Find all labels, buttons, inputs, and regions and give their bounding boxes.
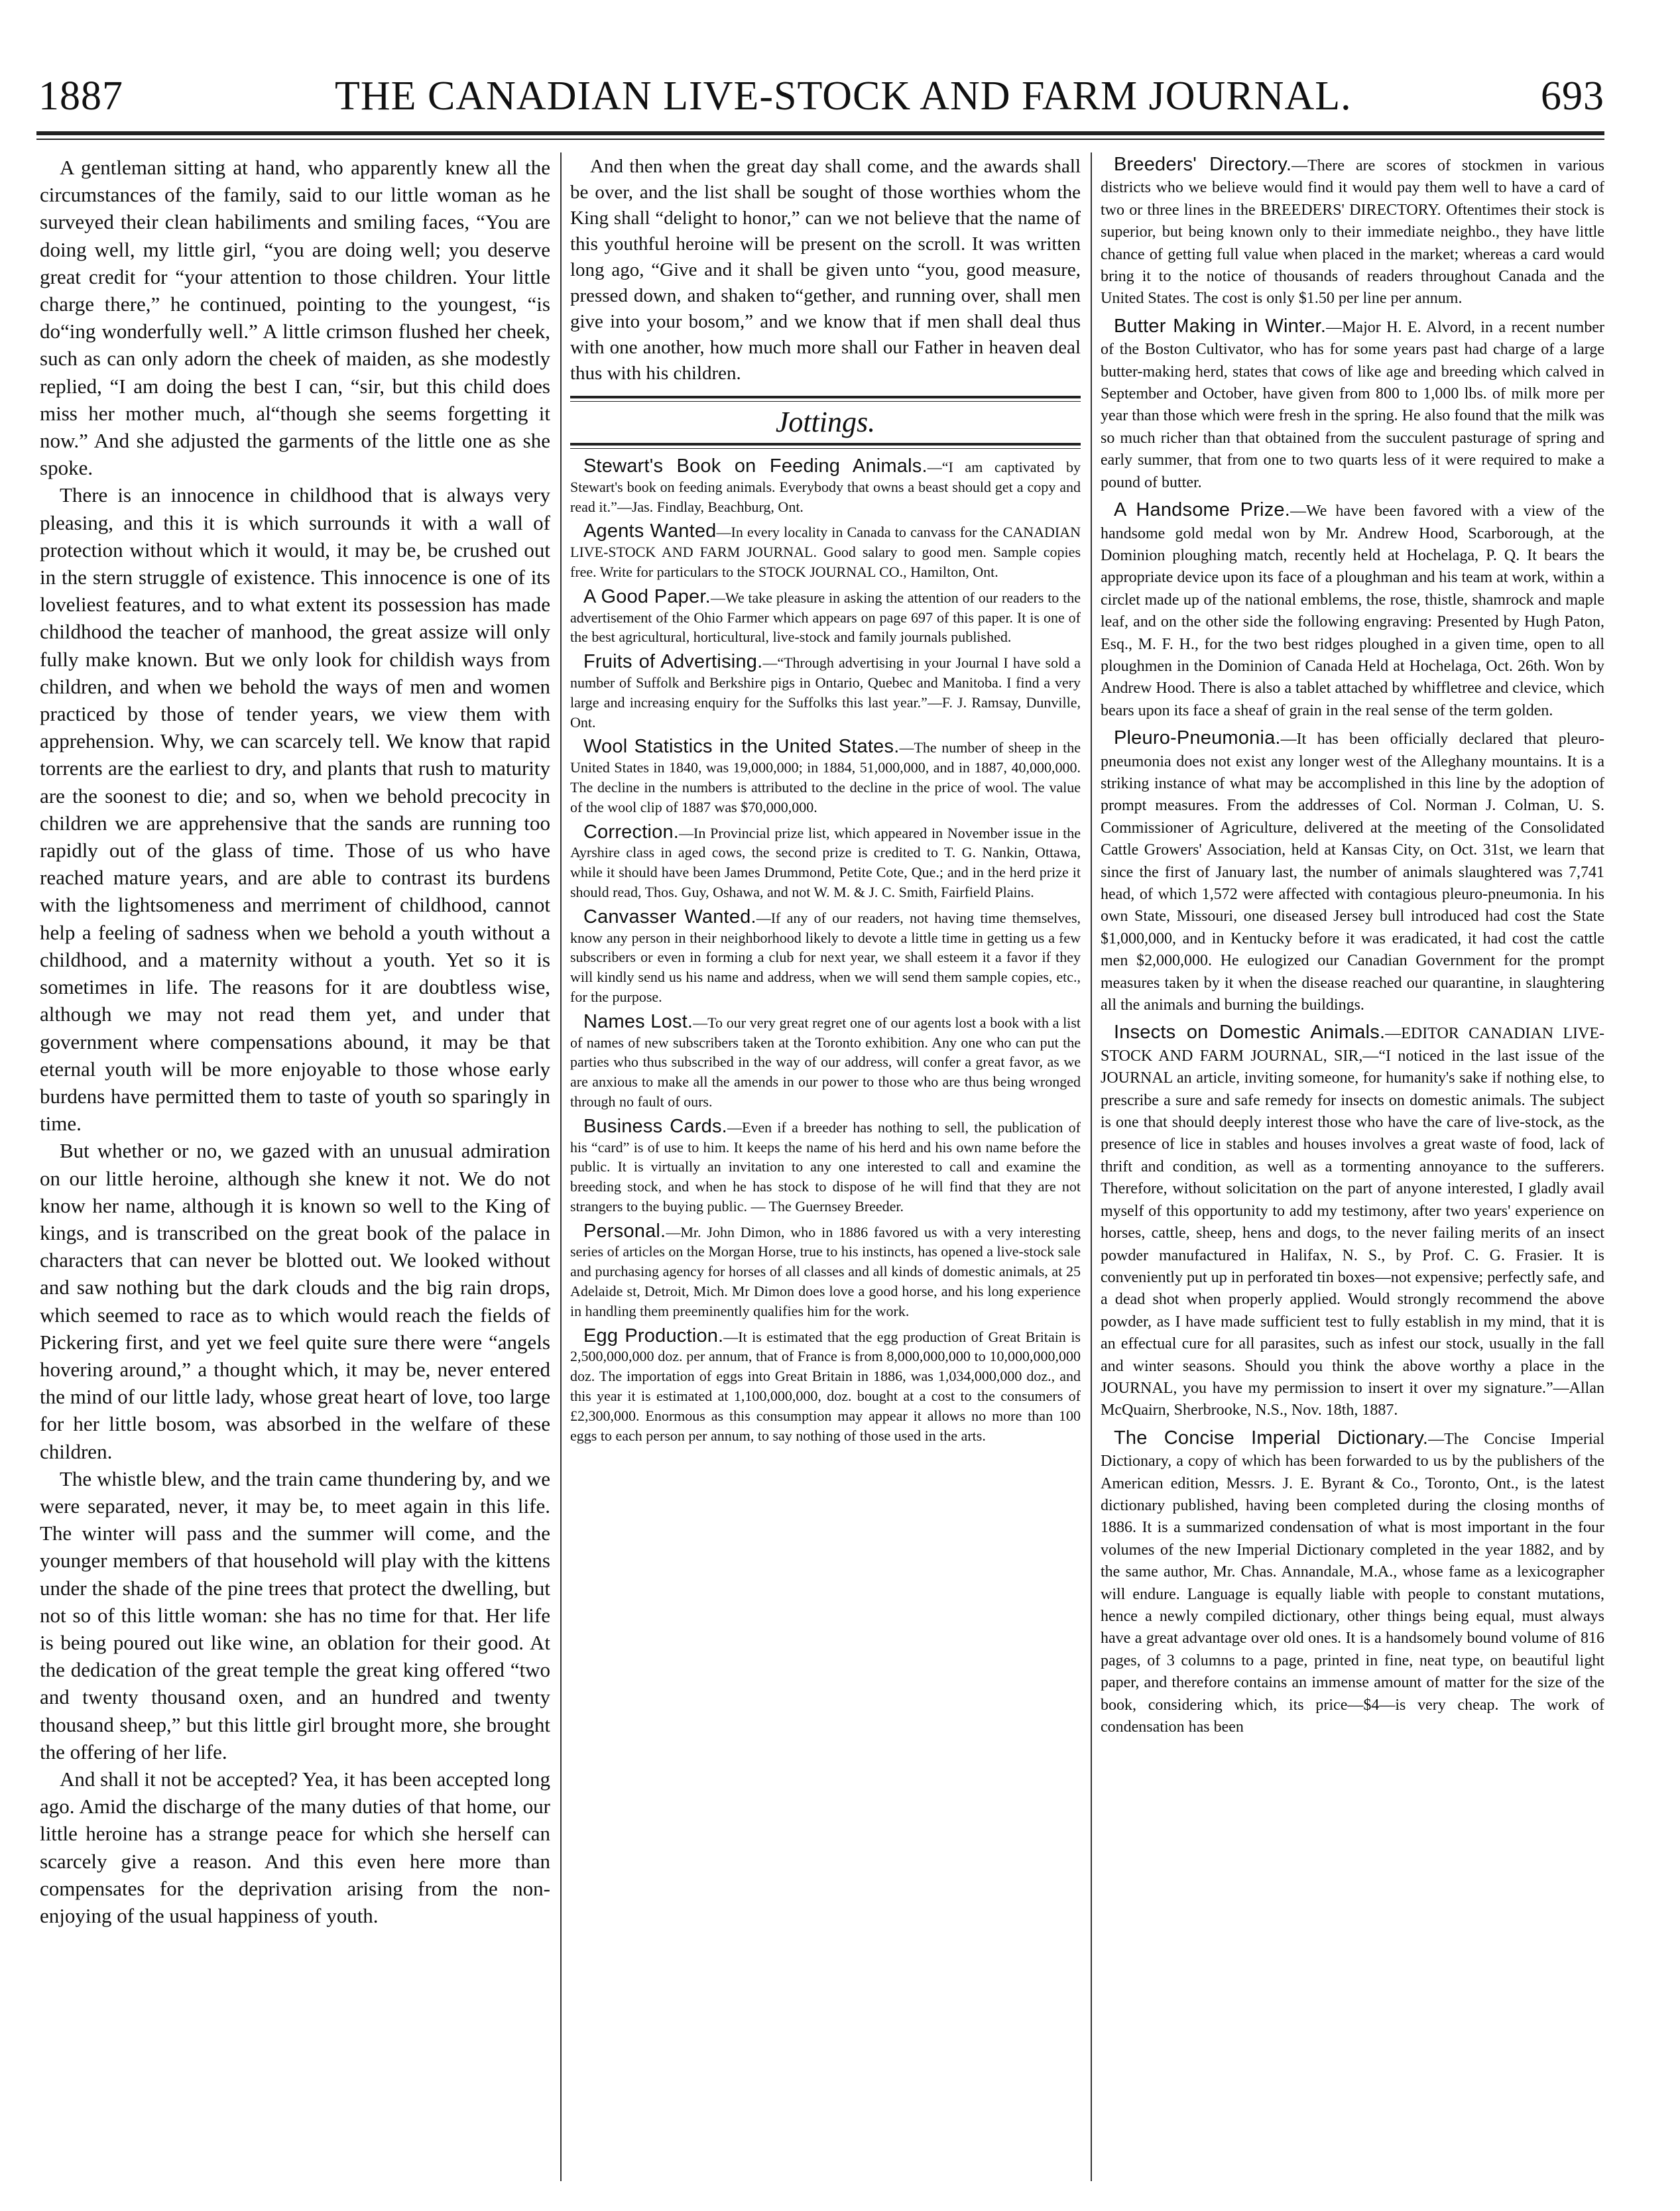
story-paragraph: And shall it not be accepted? Yea, it has been accepted long ago. Amid the discharge of the many duties of that home, our little heroine has a strange peace for which she herself can scarcely give a reason. And this even here more than compensates for the deprivation arising from the non-enjoying of the usual happiness of youth. (40, 1767, 550, 1927)
jotting-heading: Correction. (583, 821, 680, 843)
jotting-text: —If any of our readers, not having time themselves, know any person in their neighborhood likely to devote a little time in getting us a few subscribers or even in forming a club for next year, we shall esteem it a favor if they will kindly send us his name and address, when we will send them sample copies, etc., for the purpose. (570, 909, 1081, 1005)
jotting-item (570, 587, 1081, 647)
jotting-item (570, 737, 1081, 817)
jotting-text: —There are scores of stockmen in various districts who we believe would find it would pay them well to have a card of two or three lines in the BREEDERS' DIRECTORY. Oftentimes their stock is superior, but being known only to their immediate neighbo., they have little chance of getting full value when placed in the market; whereas a card would bring it to the notice of thousands of readers throughout Canada and the United States. The cost is only $1.50 per line per annum. (1101, 157, 1604, 308)
jottings-section-header (570, 396, 1081, 449)
jotting-text: —“I am captivated by Stewart's book on feeding animals. Everybody that owns a beast should get a copy and read it.”—Jas. Findlay, Beachburg, Ont. (570, 459, 1081, 515)
jotting-text: —It is estimated that the egg production of Great Britain is 2,500,000,000 doz. per annum, that of France is from 8,000,000,000 to 10,000,000,000 doz. The importation of eggs into Great Britain in 1886, was 1,034,000,000 doz., and this year it is estimated at 1,100,000,000, doz. bought at a cost to the consumers of £2,300,000. Enormous as this consumption may appear it allows no more than 100 eggs to each person per annum, to say nothing of those used in the arts. (570, 1328, 1081, 1444)
story-paragraph: A gentleman sitting at hand, who apparently knew all the circumstances of the family, said to our little woman as he surveyed their clean habiliments and smiling faces, “You are doing well, my little girl, “you are doing well; you deserve great credit for “your attention to those children. Your little charge there,” he continued, pointing to the youngest, “is do“ing wonderfully well.” A little crimson flushed her cheek, such as can only adorn the cheek of maiden, as she modestly replied, “I am doing the best I can, “sir, but this child does miss her mother much, al“though she seems forgetting it now.” And she adjusted the garments of the little one as she spoke. (40, 156, 550, 480)
jotting-heading: Insects on Domestic Animals. (1114, 1022, 1386, 1044)
section-title: Jottings. (775, 406, 876, 438)
column-2 (570, 154, 1081, 2176)
jotting-item (570, 1012, 1081, 1112)
jotting-item (1101, 154, 1604, 310)
column-3 (1101, 154, 1604, 2176)
jotting-item (570, 823, 1081, 902)
jotting-heading: The Concise Imperial Dictionary. (1114, 1427, 1429, 1449)
jotting-text: —In every locality in Canada to canvass for the CANADIAN LIVE-STOCK AND FARM JOURNAL. Good salary to good men. Sample copies free. Write for particulars to the STOCK JOURNAL CO., Hamilton, Ont. (570, 524, 1081, 580)
column-divider (560, 152, 562, 2181)
story-paragraph: There is an innocence in childhood that is always very pleasing, and this it is which surrounds it with a wall of protection without which it would, it may be, be crushed out in the stern struggle of existence. This innocence is one of its loveliest features, and to what extent its possession has made childhood the teacher of manhood, the great assize will only fully make known. But we only look for childish ways from children, and when we behold the ways of men and women practiced by those of tender years, we view them with apprehension. Why, we can scarcely tell. We know that rapid torrents are the earliest to dry, and plants that rush to maturity are the soonest to die; and so, when we behold precocity in children we are apprehensive that the sands are running too rapidly out of the glass of time. Those of us who have reached mature years, and are able to contrast its burdens with the lightsomeness and merriment of childhood, cannot help a feeling of sadness when we behold a youth without a childhood, and a maternity without a youth. Yet so it is sometimes in life. The reasons for it are doubtless wise, although we may not read them yet, and under that government where compensations abound, it may be that eternal youth will be more enjoyable to those whose early burdens have permitted them to taste of youth so sparingly in time. (40, 483, 550, 1136)
story-paragraph: But whether or no, we gazed with an unusual admiration on our little heroine, although she knew it not. We do not know her name, although it is known so well to the King of kings, and is transcribed on the great book of the palace in characters that can never be blotted out. We looked without and saw nothing but the dark clouds and the big rain drops, which seemed to race as to which would reach the fields of Pickering first, and yet we feel quite sure there were “angels hovering around,” a thought which, it may be, never entered the mind of our little lady, whose great heart of love, too large for her little bosom, was absorbed in the welfare of these children. (40, 1139, 550, 1463)
jotting-heading: A Good Paper. (583, 585, 711, 607)
header-year: 1887 (38, 74, 123, 119)
jotting-item (570, 1327, 1081, 1446)
jotting-text: —To our very great regret one of our agents lost a book with a list of names of new subscribers taken at the Toronto exhibition. Any one who can put the parties who thus subscribed in the way of our address, will confer a great favor, as we are anxious to make all the amends in our power to those who are thus being wronged through no fault of ours. (570, 1014, 1081, 1110)
jotting-heading: Stewart's Book on Feeding Animals. (583, 455, 928, 477)
jotting-text: —It has been officially declared that pleuro-pneumonia does not exist any longer west of the Alleghany mountains. It is a striking instance of what may be accomplished in this line by the adoption of prompt measures. From the addresses of Col. Norman J. Colman, U. S. Commissioner of Agriculture, delivered at the meeting of the Consolidated Cattle Growers' Association, held at Kansas City, on Oct. 31st, we learn that since the first of January last, the number of animals slaughtered was 7,741 head, of which 1,572 were affected with contagious pleuro-pneumonia. In his own State, Missouri, one diseased Jersey bull introduced had cost the State $1,000,000, and in Kentucky before it was eradicated, it had cost the cattle men $2,000,000. He eulogized our Canadian Government for the prompt measures taken by it when the disease reached our quarantine, in slaughtering all the animals and burning the buildings. (1101, 731, 1604, 1014)
jotting-heading: Wool Statistics in the United States. (583, 736, 900, 758)
jotting-heading: Butter Making in Winter. (1114, 315, 1327, 337)
column-divider (1091, 152, 1092, 2181)
jotting-item (1101, 727, 1604, 1016)
jotting-text: —We take pleasure in asking the attention of our readers to the advertisement of the Ohio Farmer which appears on page 697 of this paper. It is one of the best agricultural, horticultural, live-stock and family journals published. (570, 589, 1081, 646)
jotting-text: —Mr. John Dimon, who in 1886 favored us with a very interesting series of articles on the Morgan Horse, true to his instincts, has opened a live-stock sale and purchasing agency for horses of all classes and all kinds of domestic animals, at 25 Adelaide st, Detroit, Mich. Mr Dimon does love a good horse, and his long experience in handling them preeminently qualifies him for the work. (570, 1223, 1081, 1319)
jotting-text: —“Through advertising in your Journal I have sold a number of Suffolk and Berkshire pigs in Ontario, Quebec and Manitoba. I find a very large and increasing enquiry for the Suffolks this last year.”—F. J. Ramsay, Dunville, Ont. (570, 654, 1081, 731)
jotting-item (1101, 316, 1604, 494)
jotting-item (570, 652, 1081, 732)
page-header (27, 66, 1604, 126)
jotting-text: —Even if a breeder has nothing to sell, the publication of his “card” is of use to him. It keeps the name of his herd and his own name before the public. It is virtually an invitation to any one interested to call and examine the breeding stock, and when he has stock to dispose of he will find that they are not strangers to the buying public. — The Guernsey Breeder. (570, 1118, 1081, 1215)
jotting-heading: Business Cards. (583, 1115, 727, 1137)
jotting-heading: Personal. (583, 1220, 666, 1242)
column-1 (40, 154, 550, 2176)
section-rule (570, 396, 1081, 402)
jotting-text: —In Provincial prize list, which appeared in November issue in the Ayrshire class in aged cows, the second prize is credited to T. G. Nankin, Ottawa, while it should have been James Drummond, Petite Cote, Que.; and in the herd prize it should read, Thos. Guy, Oshawa, and not W. M. & J. C. Smith, Fairfield Plains. (570, 824, 1081, 900)
jotting-text: —Major H. E. Alvord, in a recent number of the Boston Cultivator, who has for some years past had charge of a large butter-making herd, states that cows of like age and breeding which calved in September and October, have given from 800 to 1,000 lbs. of milk more per year than those which were fresh in the spring. He also found that the milk was so much richer than that obtained from the succulent pasturage of spring and early summer, that from one to two quarts less of it were required to make a pound of butter. (1101, 318, 1604, 491)
jotting-item (570, 1117, 1081, 1217)
jotting-item (1101, 1022, 1604, 1421)
jotting-item (570, 1222, 1081, 1321)
jotting-item (570, 908, 1081, 1007)
jotting-heading: Pleuro-Pneumonia. (1114, 727, 1281, 749)
journal-title: THE CANADIAN LIVE-STOCK AND FARM JOURNAL. (335, 74, 1352, 119)
header-rule-thick (36, 131, 1604, 135)
jotting-text: —EDITOR CANADIAN LIVE-STOCK AND FARM JOURNAL, SIR,—“I noticed in the last issue of the JOURNAL an article, inviting someone, for humanity's sake if nothing else, to prescribe a sure and safe remedy for insects on domestic animals. The subject is one that should deeply interest those who have the care of live-stock, as the presence of lice in stables and houses involves a great waste of food, lack of thrift and condition, as well as a tormenting annoyance to the sufferers. Therefore, without solicitation on the part of anyone interested, I gladly avail myself of this opportunity to add my testimony, after two years' experience on horses, cattle, sheep, hens and dogs, to the never failing merits of an insect powder manufactured in Halifax, N. S., by Prof. C. G. Frasier. It is conveniently put up in perforated tin boxes—not expensive; perfectly safe, and a dead shot when properly applied. Would strongly recommend the above powder, as I have made sufficient test to fully establish in my mind, that it is an effectual cure for all parasites, such as infest our stock, usually in the fall and winter seasons. Should you think the above worthy a place in the JOURNAL, you have my permission to insert it over my signature.”—Allan McQuairn, Sherbrooke, N.S., Nov. 18th, 1887. (1101, 1025, 1604, 1419)
story-paragraph: And then when the great day shall come, and the awards shall be over, and the list shall be sought of those worthies whom the King shall “delight to honor,” can we not believe that the name of this youthful heroine will be present on the scroll. It was written long ago, “Give and it shall be given unto “you, good measure, pressed down, and shaken to“gether, and running over, shall men give into your bosom,” and we know that if men shall deal thus with one another, how much more shall our Father in heaven deal thus with his children. (570, 156, 1081, 384)
jotting-heading: Fruits of Advertising. (583, 651, 763, 673)
jotting-heading: Canvasser Wanted. (583, 906, 756, 927)
jotting-text: —The Concise Imperial Dictionary, a copy of which has been forwarded to us by the publishers of the American edition, Messrs. J. E. Byrant & Co., Toronto, Ont., is the latest dictionary published, having been completed during the closing months of 1886. It is a summarized condensation of what is most important in the four volumes of the new Imperial Dictionary completed in the year 1882, and by the same author, Mr. Chas. Annandale, M.A., whose fame as a lexicographer will endure. Language is equally liable with people to constant mutations, hence a newly compiled dictionary, other things being equal, must always have a great advantage over old ones. It is a handsomely bound volume of 816 pages, of 3 columns to a page, printed in fine, neat type, on beautiful light paper, and therefore contains an immense amount of matter for the size of the book, considering which, its price—$4—is very cheap. The work of condensation has been (1101, 1430, 1604, 1736)
jotting-text: —We have been favored with a view of the handsome gold medal won by Mr. Andrew Hood, Scarborough, at the Dominion ploughing match, recently held at Hochelaga, P. Q. It bears the appropriate device upon its face of a ploughman and his team at work, within a circlet made up of the national emblems, the rose, thistle, shamrock and maple leaf, and on the other side the following engraving: Presented by Hugh Paton, Esq., M. F. H., for the two best ridges ploughed in a given time, open to all ploughmen in the Dominion of Canada Held at Hochelaga, Oct. 26th. Won by Andrew Hood. There is also a tablet attached by whiffletree and clevice, which bears upon its face a sheaf of grain in the real sense of the term golden. (1101, 503, 1604, 719)
jotting-item (1101, 1427, 1604, 1739)
story-paragraph: The whistle blew, and the train came thundering by, and we were separated, never, it may be, to meet again in this life. The winter will pass and the summer will come, and the younger members of that household will play with the kittens under the shade of the pine trees that protect the dwelling, but not so of this little woman: she has no time for that. Her life is being poured out like wine, an oblation for their good. At the dedication of the great temple the great king offered “two and twenty thousand oxen, and an hundred and twenty thousand sheep,” but this little girl brought more, she brought the offering of her life. (40, 1466, 550, 1763)
page-number: 693 (1541, 74, 1604, 119)
header-rule-thin (36, 139, 1604, 140)
jotting-text: —The number of sheep in the United States in 1840, was 19,000,000; in 1884, 51,000,000, and in 1887, 40,000,000. The decline in the numbers is attributed to the decline in the price of wool. The value of the wool clip of 1887 was $70,000,000. (570, 739, 1081, 815)
jotting-heading: Names Lost. (583, 1010, 693, 1032)
jotting-heading: A Handsome Prize. (1114, 499, 1290, 521)
jotting-heading: Egg Production. (583, 1325, 724, 1346)
jotting-heading: Agents Wanted (583, 520, 717, 542)
jotting-item (1101, 499, 1604, 722)
jotting-heading: Breeders' Directory. (1114, 154, 1292, 175)
section-rule (570, 443, 1081, 449)
jotting-item (570, 457, 1081, 516)
jotting-item (570, 522, 1081, 581)
